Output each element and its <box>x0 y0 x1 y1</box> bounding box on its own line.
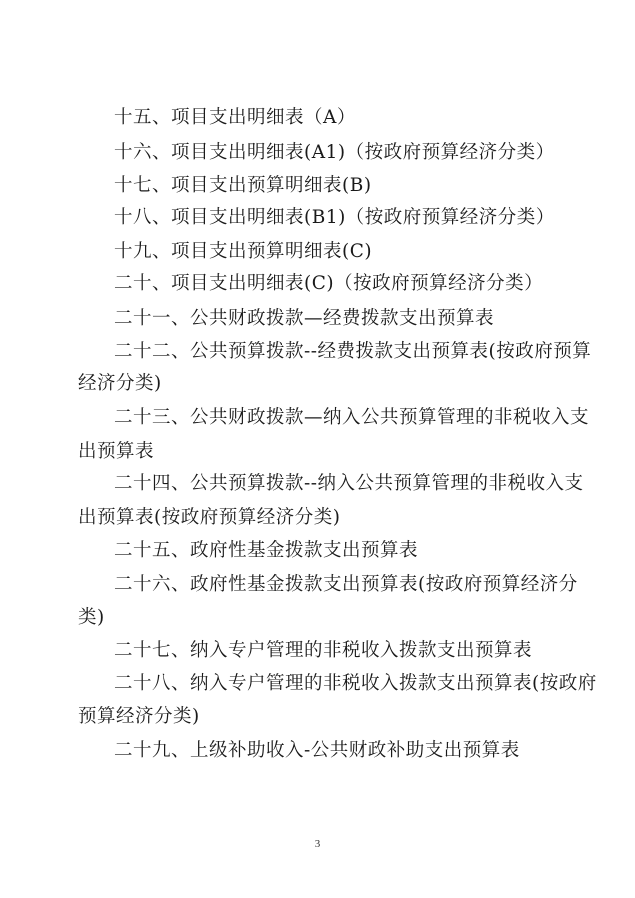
list-item: 二十八、纳入专户管理的非税收入拨款支出预算表(按政府 <box>114 673 597 694</box>
list-item: 二十四、公共预算拨款--纳入公共预算管理的非税收入支 <box>114 473 584 494</box>
list-item: 二十、项目支出明细表(C)（按政府预算经济分类） <box>114 273 544 294</box>
list-item-continuation: 预算经济分类) <box>78 706 200 727</box>
list-item: 十八、项目支出明细表(B1)（按政府预算经济分类） <box>114 207 555 228</box>
list-item: 二十七、纳入专户管理的非税收入拨款支出预算表 <box>114 640 533 661</box>
list-item: 二十二、公共预算拨款--经费拨款支出预算表(按政府预算 <box>114 341 592 362</box>
list-item: 二十三、公共财政拨款—纳入公共预算管理的非税收入支 <box>114 407 590 428</box>
list-item: 十七、项目支出预算明细表(B) <box>114 175 372 196</box>
list-item: 十九、项目支出预算明细表(C) <box>114 241 373 262</box>
list-item: 十五、项目支出明细表（A） <box>114 107 356 128</box>
list-item-continuation: 经济分类) <box>78 373 162 394</box>
list-item: 二十一、公共财政拨款—经费拨款支出预算表 <box>114 308 495 329</box>
list-item: 二十九、上级补助收入-公共财政补助支出预算表 <box>114 740 520 761</box>
list-item-continuation: 出预算表(按政府预算经济分类) <box>78 507 341 528</box>
list-item: 二十六、政府性基金拨款支出预算表(按政府预算经济分 <box>114 574 578 595</box>
list-item-continuation: 类) <box>78 607 105 628</box>
list-item: 二十五、政府性基金拨款支出预算表 <box>114 540 419 561</box>
list-item-continuation: 出预算表 <box>78 441 155 462</box>
list-item: 十六、项目支出明细表(A1)（按政府预算经济分类） <box>114 142 555 163</box>
page-number: 3 <box>314 838 321 850</box>
